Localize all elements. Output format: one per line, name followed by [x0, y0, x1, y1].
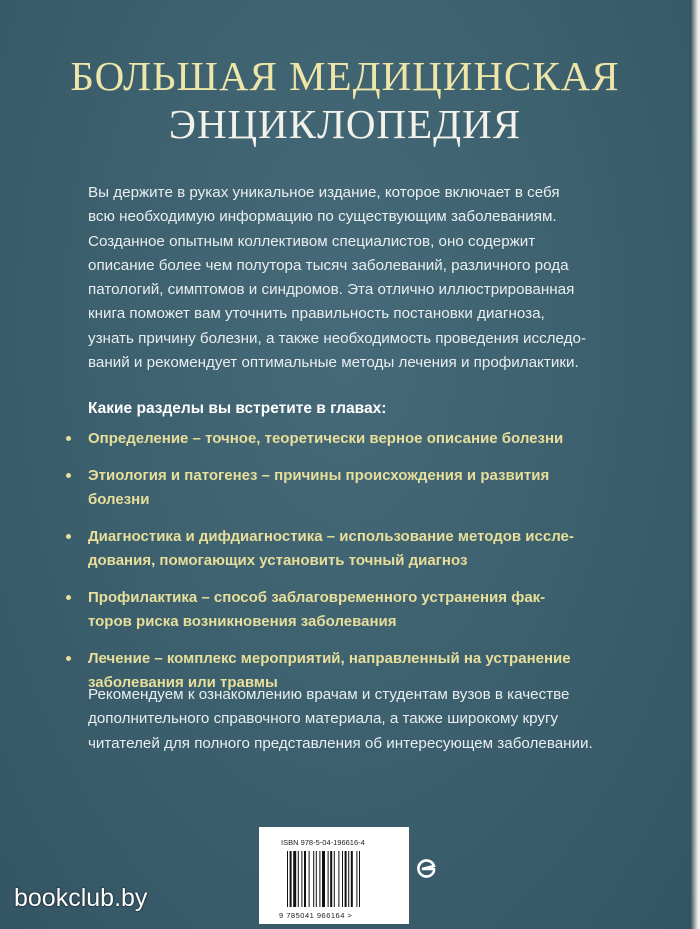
intro-line: Вы держите в руках уникальное издание, которое включает в себя	[88, 184, 560, 201]
barcode-bar	[309, 851, 310, 907]
barcode-bar	[356, 851, 357, 907]
intro-line: всю необходимую информацию по существующим заболеваниям.	[88, 208, 557, 226]
intro-line: описание более чем полутора тысяч заболеваний, различного рода	[88, 256, 569, 274]
barcode-bar	[330, 851, 332, 907]
barcode-bar	[301, 851, 302, 907]
barcode-bar	[316, 851, 317, 907]
bullet-icon	[66, 436, 71, 441]
list-item-text: заболевания или травмы	[88, 674, 278, 691]
outro-line: читателей для полного представления об интересующем заболевании.	[88, 734, 593, 752]
barcode-bar	[287, 851, 288, 907]
barcode-bar	[334, 851, 335, 907]
sections-heading: Какие разделы вы встретите в главах:	[88, 400, 387, 417]
list-item-text: дования, помогающих установить точный диагноз	[88, 552, 468, 569]
list-item-text: Лечение – комплекс мероприятий, направленный на устранение	[88, 650, 571, 667]
barcode-bar	[359, 851, 360, 907]
isbn-barcode	[259, 827, 409, 924]
bullet-icon	[66, 595, 71, 600]
bullet-icon	[66, 473, 71, 478]
sections-list	[66, 427, 626, 708]
bullet-icon	[66, 656, 71, 661]
barcode-bar	[293, 851, 296, 907]
list-item-text: Диагностика и дифдиагностика – использование методов иссле-	[88, 528, 574, 545]
list-item-text: Профилактика – способ заблаговременного устранения фак-	[88, 589, 546, 606]
list-item-text: болезни	[88, 491, 150, 508]
barcode-bar	[313, 851, 314, 907]
list-item	[66, 525, 626, 573]
title-line-2: ЭНЦИКЛОПЕДИЯ	[168, 101, 522, 147]
list-item-text: торов риска возникновения заболевания	[88, 613, 397, 630]
barcode-bar	[304, 851, 306, 907]
barcode-bar	[348, 851, 349, 907]
list-item-text: Определение – точное, теоретически верное описание болезни	[88, 430, 564, 447]
list-item-text: Этиология и патогенез – причины происхождения и развития	[88, 467, 550, 484]
barcode-bar	[319, 851, 320, 907]
barcode-bar	[298, 851, 299, 907]
barcode-bar	[342, 851, 343, 907]
title-line-1: БОЛЬШАЯ МЕДИЦИНСКАЯ	[70, 53, 620, 99]
barcode-bar	[328, 851, 329, 907]
isbn-label: ISBN 978-5-04-196616-4	[281, 838, 365, 847]
list-item	[66, 586, 626, 634]
barcode-bar	[345, 851, 347, 907]
outro-line: Рекомендуем к ознакомлению врачам и студентам вузов в качестве	[88, 686, 570, 703]
barcode-bar	[338, 851, 339, 907]
isbn-number: 9 785041 966164 >	[279, 911, 353, 920]
outro-paragraph	[88, 683, 618, 756]
barcode-bars	[287, 851, 385, 909]
bullet-icon	[66, 534, 71, 539]
page-edge	[690, 0, 700, 929]
outro-line: дополнительного справочного материала, а также широкому кругу	[88, 710, 559, 728]
list-item	[66, 427, 626, 451]
intro-line: книга поможет вам уточнить правильность постановки диагноза,	[88, 305, 545, 323]
intro-line: узнать причину болезни, а также необходимость проведения исследо-	[88, 329, 587, 347]
intro-paragraph	[88, 181, 618, 375]
barcode-bar	[322, 851, 325, 907]
intro-line: Созданное опытным коллективом специалистов, оно содержит	[88, 232, 536, 250]
watermark: bookclub.by	[14, 884, 148, 912]
barcode-bar	[351, 851, 353, 907]
list-item	[66, 464, 626, 512]
intro-line: патологий, симптомов и синдромов. Эта отлично иллюстрированная	[88, 281, 575, 299]
eksmo-e-logo-icon	[416, 858, 438, 880]
intro-line: ваний и рекомендует оптимальные методы лечения и профилактики.	[88, 354, 579, 372]
barcode-bar	[290, 851, 292, 907]
